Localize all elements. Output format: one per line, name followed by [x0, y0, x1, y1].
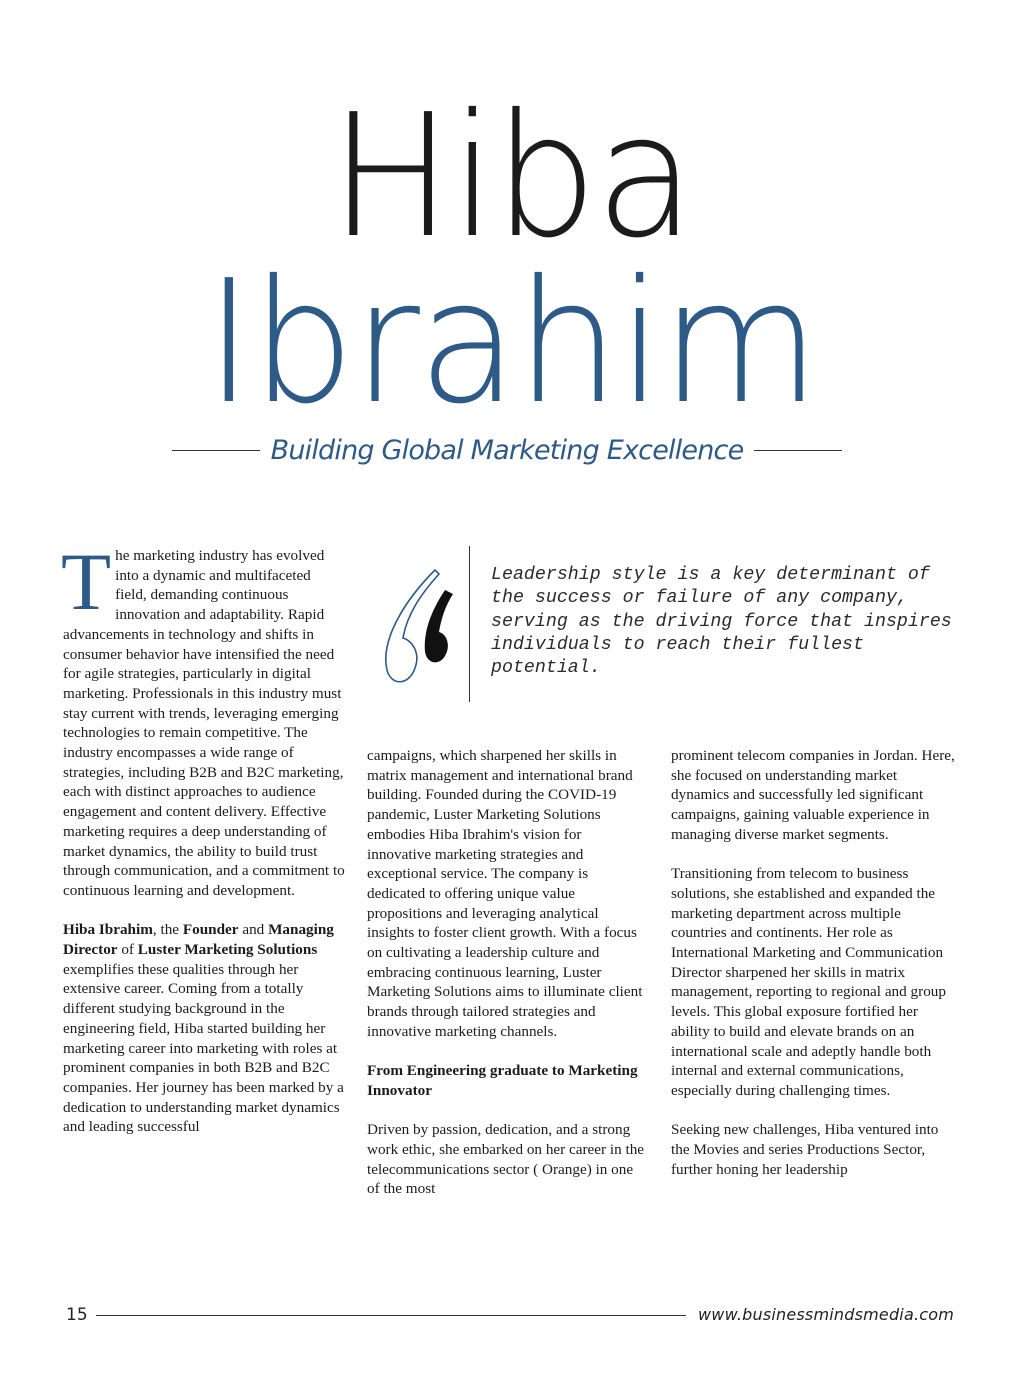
telecom-paragraph: prominent telecom companies in Jordan. Here, she focused on understanding market dynamics and successfully led significant campaigns, gaining valuable experience in managing diverse market segments. [671, 747, 955, 843]
transition-paragraph: Transitioning from telecom to business solutions, she established and expanded the marketing department across multiple countries and continents. Her role as International Marketing and Communication Director sharpened her skills in matrix management, reporting to regional and group levels. This global exposure fortified her ability to build and elevate brands on an international scale and adeptly handle both internal and external communications, especially during challenging times. [671, 865, 946, 1099]
drop-cap: T [61, 536, 112, 627]
subtitle-left-rule [172, 450, 260, 451]
profile-paragraph [63, 920, 346, 1137]
article-column-3 [671, 746, 956, 1199]
page-number: 15 [66, 1305, 88, 1325]
intro-text: he marketing industry has evolved into a dynamic and multifaceted field, demanding continuous innovation and adaptability. Rapid advancements in technology and shifts in consumer behavior have intensified the need for agile strategies, particularly in digital marketing. Professionals in this industry must stay current with trends, leveraging emerging technologies to remain competitive. The industry encompasses a wide range of strategies, including B2B and B2C marketing, each with distinct approaches to audience engagement and content delivery. Effective marketing requires a deep understanding of market dynamics, the ability to build trust through communication, and a commitment to continuous learning and development. [63, 547, 345, 899]
text-run: and [238, 921, 269, 939]
article-column-2 [367, 746, 647, 1219]
text-run: , the [152, 921, 183, 939]
role-managing-director: Managing Director [63, 921, 334, 959]
title-last-name: Ibrahim [204, 244, 819, 442]
footer-rule [96, 1315, 686, 1316]
career-paragraph: Driven by passion, dedication, and a strong work ethic, she embarked on her career in the telecommunications sector ( Orange) in one of the most [367, 1121, 645, 1198]
subtitle-row [172, 430, 842, 470]
subtitle-right-rule [754, 450, 842, 451]
subtitle: Building Global Marketing Excellence [270, 434, 744, 466]
company-paragraph: campaigns, which sharpened her skills in matrix management and international brand building. Founded during the COVID-19 pandemic, Luster Marketing Solutions embodies Hiba Ibrahim's vision for innovative marketing strategies and exceptional service. The company is dedicated to offering unique value propositions and leveraging analytical insights to foster client growth. With a focus on cultivating a leadership culture and embracing continuous learning, Luster Marketing Solutions aims to illuminate client brands through tailored strategies and innovative marketing channels. [367, 747, 643, 1040]
footer-website-link[interactable]: www.businessmindsmedia.com [698, 1305, 955, 1324]
quote-mark-icon [375, 560, 465, 690]
person-name: Hiba Ibrahim [63, 921, 153, 939]
intro-paragraph [61, 536, 346, 901]
role-founder: Founder [182, 921, 239, 939]
quote-divider [469, 546, 470, 702]
challenges-paragraph: Seeking new challenges, Hiba ventured into the Movies and series Productions Sector, further honing her leadership [671, 1121, 939, 1178]
company-name: Luster Marketing Solutions [137, 941, 318, 959]
text-run: of [117, 941, 138, 959]
pull-quote: Leadership style is a key determinant of the success or failure of any company, serving as the driving force that inspires individuals to reach their fullest potential. [491, 565, 952, 679]
text-run: exemplifies these qualities through her extensive career. Coming from a totally different studying background in the engineering field, Hiba started building her marketing career into marketing with roles at prominent companies in both B2B and B2C companies. Her journey has been marked by a dedication to understanding market dynamics and leading successful [63, 960, 344, 1136]
title-first-name: Hiba [329, 78, 694, 276]
section-heading: From Engineering graduate to Marketing Innovator [367, 1062, 638, 1099]
article-column-1 [61, 536, 346, 1157]
